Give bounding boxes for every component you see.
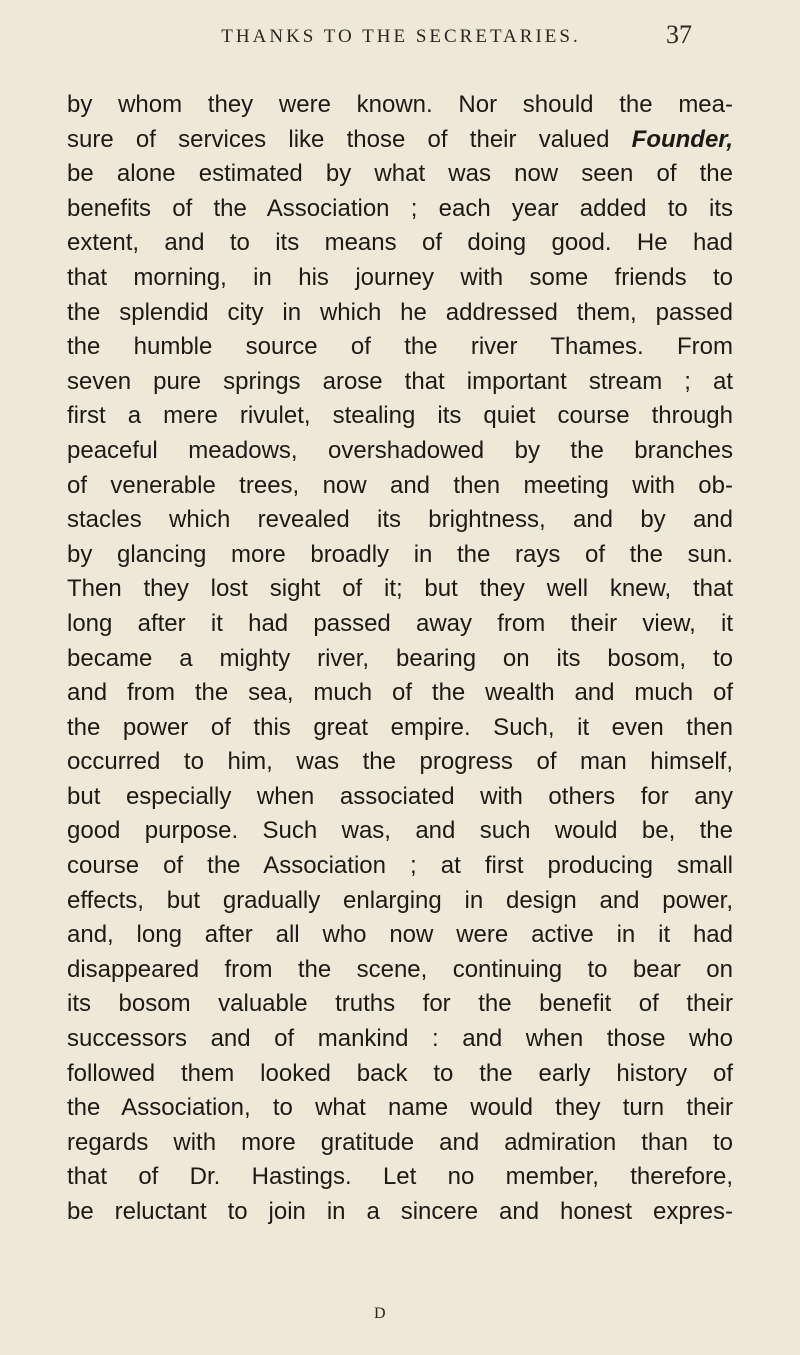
text-line: effects, but gradually enlarging in design and power, [67,886,733,914]
text-line: seven pure springs arose that important stream ; at [67,367,733,395]
text-line: stacles which revealed its brightness, and by and [67,506,733,534]
body-text [67,88,733,1230]
text-line: the power of this great empire. Such, it even then [67,713,733,741]
founder-emphasis: Founder, [631,125,733,153]
text-line: of venerable trees, now and then meeting with ob- [67,471,733,499]
text-line: and from the sea, much of the wealth and much of [67,679,733,707]
text-line: the Association, to what name would they turn their [67,1094,733,1122]
text-line: be alone estimated by what was now seen of the [67,160,733,188]
text-line: regards with more gratitude and admiration than to [67,1128,733,1156]
text-line: became a mighty river, bearing on its bosom, to [67,644,733,672]
text-line: by glancing more broadly in the rays of the sun. [67,540,733,568]
text-line: but especially when associated with others for any [67,782,733,810]
text-line: be reluctant to join in a sincere and honest expres- [67,1198,733,1225]
text-line: that of Dr. Hastings. Let no member, therefore, [67,1163,733,1191]
text-line: peaceful meadows, overshadowed by the branches [67,436,733,464]
text-line: occurred to him, was the progress of man himself, [67,748,733,776]
text-line: benefits of the Association ; each year added to its [67,194,733,222]
text-line: the humble source of the river Thames. From [67,333,733,361]
text-line: first a mere rivulet, stealing its quiet course through [67,402,733,430]
text-line: long after it had passed away from their view, it [67,609,733,637]
text-line: its bosom valuable truths for the benefit of their [67,990,733,1018]
text-line: Then they lost sight of it; but they well knew, that [67,575,733,603]
text-line: course of the Association ; at first producing small [67,852,733,880]
text-line: good purpose. Such was, and such would be, the [67,817,733,845]
text-line: followed them looked back to the early history of [67,1059,733,1087]
signature-mark: D [374,1305,386,1322]
text-line: extent, and to its means of doing good. He had [67,229,733,257]
text-line: the splendid city in which he addressed them, passed [67,298,733,326]
running-title: THANKS TO THE SECRETARIES. [221,26,581,47]
text-line: by whom they were known. Nor should the mea- [67,91,733,118]
text-line: and, long after all who now were active in it had [67,921,733,949]
text-line: sure of services like those of their valued Founder, [67,125,733,153]
text-line: disappeared from the scene, continuing to bear on [67,955,733,983]
page-number: 37 [666,20,692,49]
text-line: that morning, in his journey with some friends to [67,263,733,291]
text-line: successors and of mankind : and when those who [67,1025,733,1053]
